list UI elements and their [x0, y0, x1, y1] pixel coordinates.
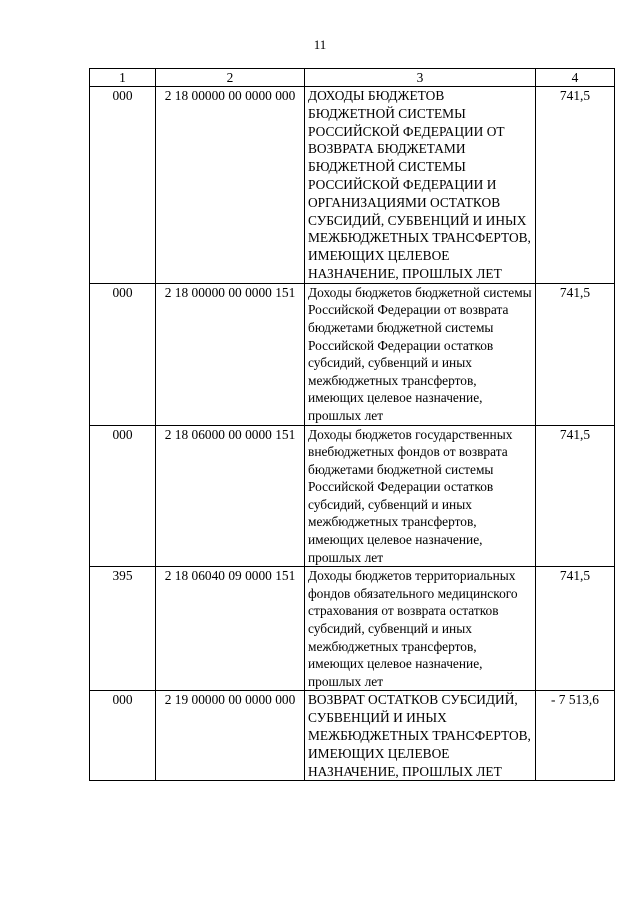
- table-row: [90, 87, 615, 284]
- table-row: [90, 567, 615, 691]
- column-header-4: 4: [536, 69, 615, 87]
- revenue-name-cell: Доходы бюджетов государственных внебюджетных фондов от возврата бюджетами бюджетной системы Российской Федерации остатков субсидий, субвенций и иных межбюджетных трансфертов, имеющих целевое назначение, прошлых лет: [305, 425, 536, 567]
- admin-code-cell: 000: [90, 425, 156, 567]
- admin-code-cell: 000: [90, 87, 156, 284]
- table-row: [90, 283, 615, 425]
- kbk-code-cell: 2 18 00000 00 0000 000: [156, 87, 305, 284]
- kbk-code-cell: 2 18 06040 09 0000 151: [156, 567, 305, 691]
- page-number: 11: [313, 37, 327, 52]
- kbk-code-cell: 2 18 00000 00 0000 151: [156, 283, 305, 425]
- revenue-name-cell: ВОЗВРАТ ОСТАТКОВ СУБСИДИЙ, СУБВЕНЦИЙ И ИНЫХ МЕЖБЮДЖЕТНЫХ ТРАНСФЕРТОВ, ИМЕЮЩИХ ЦЕЛЕВОЕ НАЗНАЧЕНИЕ, ПРОШЛЫХ ЛЕТ: [305, 691, 536, 781]
- column-header-1: 1: [90, 69, 156, 87]
- table-row: [90, 691, 615, 781]
- column-header-3: 3: [305, 69, 536, 87]
- column-header-2: 2: [156, 69, 305, 87]
- amount-cell: 741,5: [536, 87, 615, 284]
- table-row: [90, 425, 615, 567]
- amount-cell: 741,5: [536, 567, 615, 691]
- amount-cell: - 7 513,6: [536, 691, 615, 781]
- admin-code-cell: 000: [90, 283, 156, 425]
- table-header-row: [90, 69, 615, 87]
- budget-revenue-table: [89, 68, 615, 781]
- revenue-name-cell: Доходы бюджетов бюджетной системы Российской Федерации от возврата бюджетами бюджетной системы Российской Федерации остатков субсидий, субвенций и иных межбюджетных трансфертов, имеющих целевое назначение, прошлых лет: [305, 283, 536, 425]
- revenue-name-cell: ДОХОДЫ БЮДЖЕТОВ БЮДЖЕТНОЙ СИСТЕМЫ РОССИЙСКОЙ ФЕДЕРАЦИИ ОТ ВОЗВРАТА БЮДЖЕТАМИ БЮДЖЕТНОЙ СИСТЕМЫ РОССИЙСКОЙ ФЕДЕРАЦИИ И ОРГАНИЗАЦИЯМИ ОСТАТКОВ СУБСИДИЙ, СУБВЕНЦИЙ И ИНЫХ МЕЖБЮДЖЕТНЫХ ТРАНСФЕРТОВ, ИМЕЮЩИХ ЦЕЛЕВОЕ НАЗНАЧЕНИЕ, ПРОШЛЫХ ЛЕТ: [305, 87, 536, 284]
- kbk-code-cell: 2 19 00000 00 0000 000: [156, 691, 305, 781]
- amount-cell: 741,5: [536, 425, 615, 567]
- revenue-name-cell: Доходы бюджетов территориальных фондов обязательного медицинского страхования от возврата остатков субсидий, субвенций и иных межбюджетных трансфертов, имеющих целевое назначение, прошлых лет: [305, 567, 536, 691]
- admin-code-cell: 395: [90, 567, 156, 691]
- kbk-code-cell: 2 18 06000 00 0000 151: [156, 425, 305, 567]
- admin-code-cell: 000: [90, 691, 156, 781]
- amount-cell: 741,5: [536, 283, 615, 425]
